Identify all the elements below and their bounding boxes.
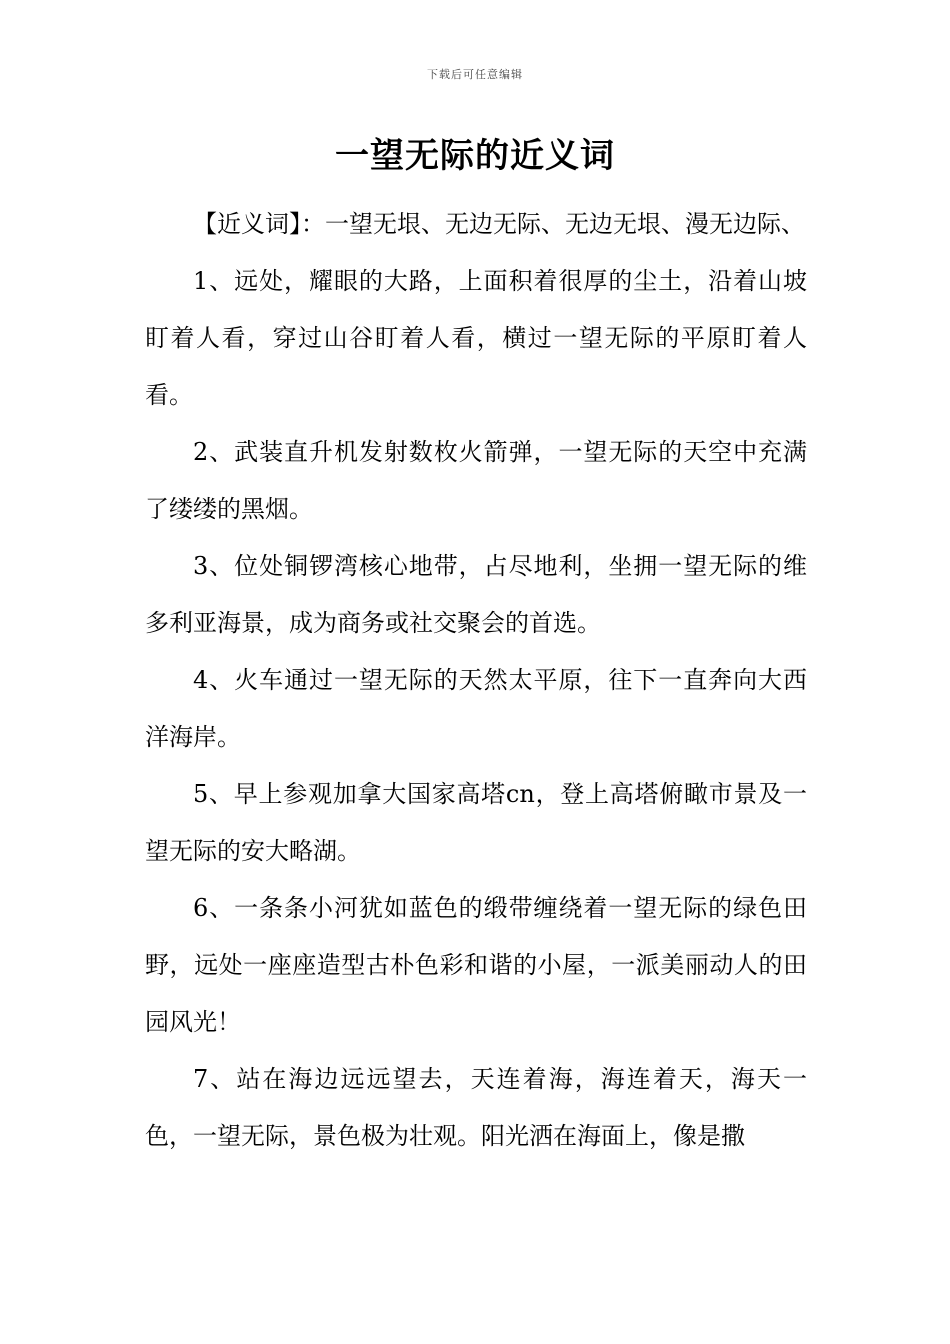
paragraph-example-6: 6、一条条小河犹如蓝色的缎带缠绕着一望无际的绿色田野，远处一座座造型古朴色彩和谐的小屋，一派美丽动人的田园风光！: [145, 894, 807, 1036]
paragraph-example-3: 3、位处铜锣湾核心地带，占尽地利，坐拥一望无际的维多利亚海景，成为商务或社交聚会的首选。: [145, 552, 807, 637]
document-title: 一望无际的近义词: [335, 136, 615, 176]
paragraph-example-5: 5、早上参观加拿大国家高塔cn，登上高塔俯瞰市景及一望无际的安大略湖。: [145, 780, 807, 865]
paragraph-example-1: 1、远处，耀眼的大路，上面积着很厚的尘土，沿着山坡盯着人看，穿过山谷盯着人看，横过一望无际的平原盯着人看。: [145, 267, 807, 409]
paragraph-example-7: 7、站在海边远远望去，天连着海，海连着天，海天一色，一望无际，景色极为壮观。阳光洒在海面上，像是撒: [145, 1065, 807, 1150]
paragraph-example-2: 2、武装直升机发射数枚火箭弹，一望无际的天空中充满了缕缕的黑烟。: [145, 438, 807, 523]
document-body: [145, 196, 807, 1165]
header-note: 下载后可任意编辑: [427, 68, 523, 81]
paragraph-synonyms: 【近义词】：一望无垠、无边无际、无边无垠、漫无边际、: [193, 210, 805, 238]
paragraph-example-4: 4、火车通过一望无际的天然太平原，往下一直奔向大西洋海岸。: [145, 666, 807, 751]
